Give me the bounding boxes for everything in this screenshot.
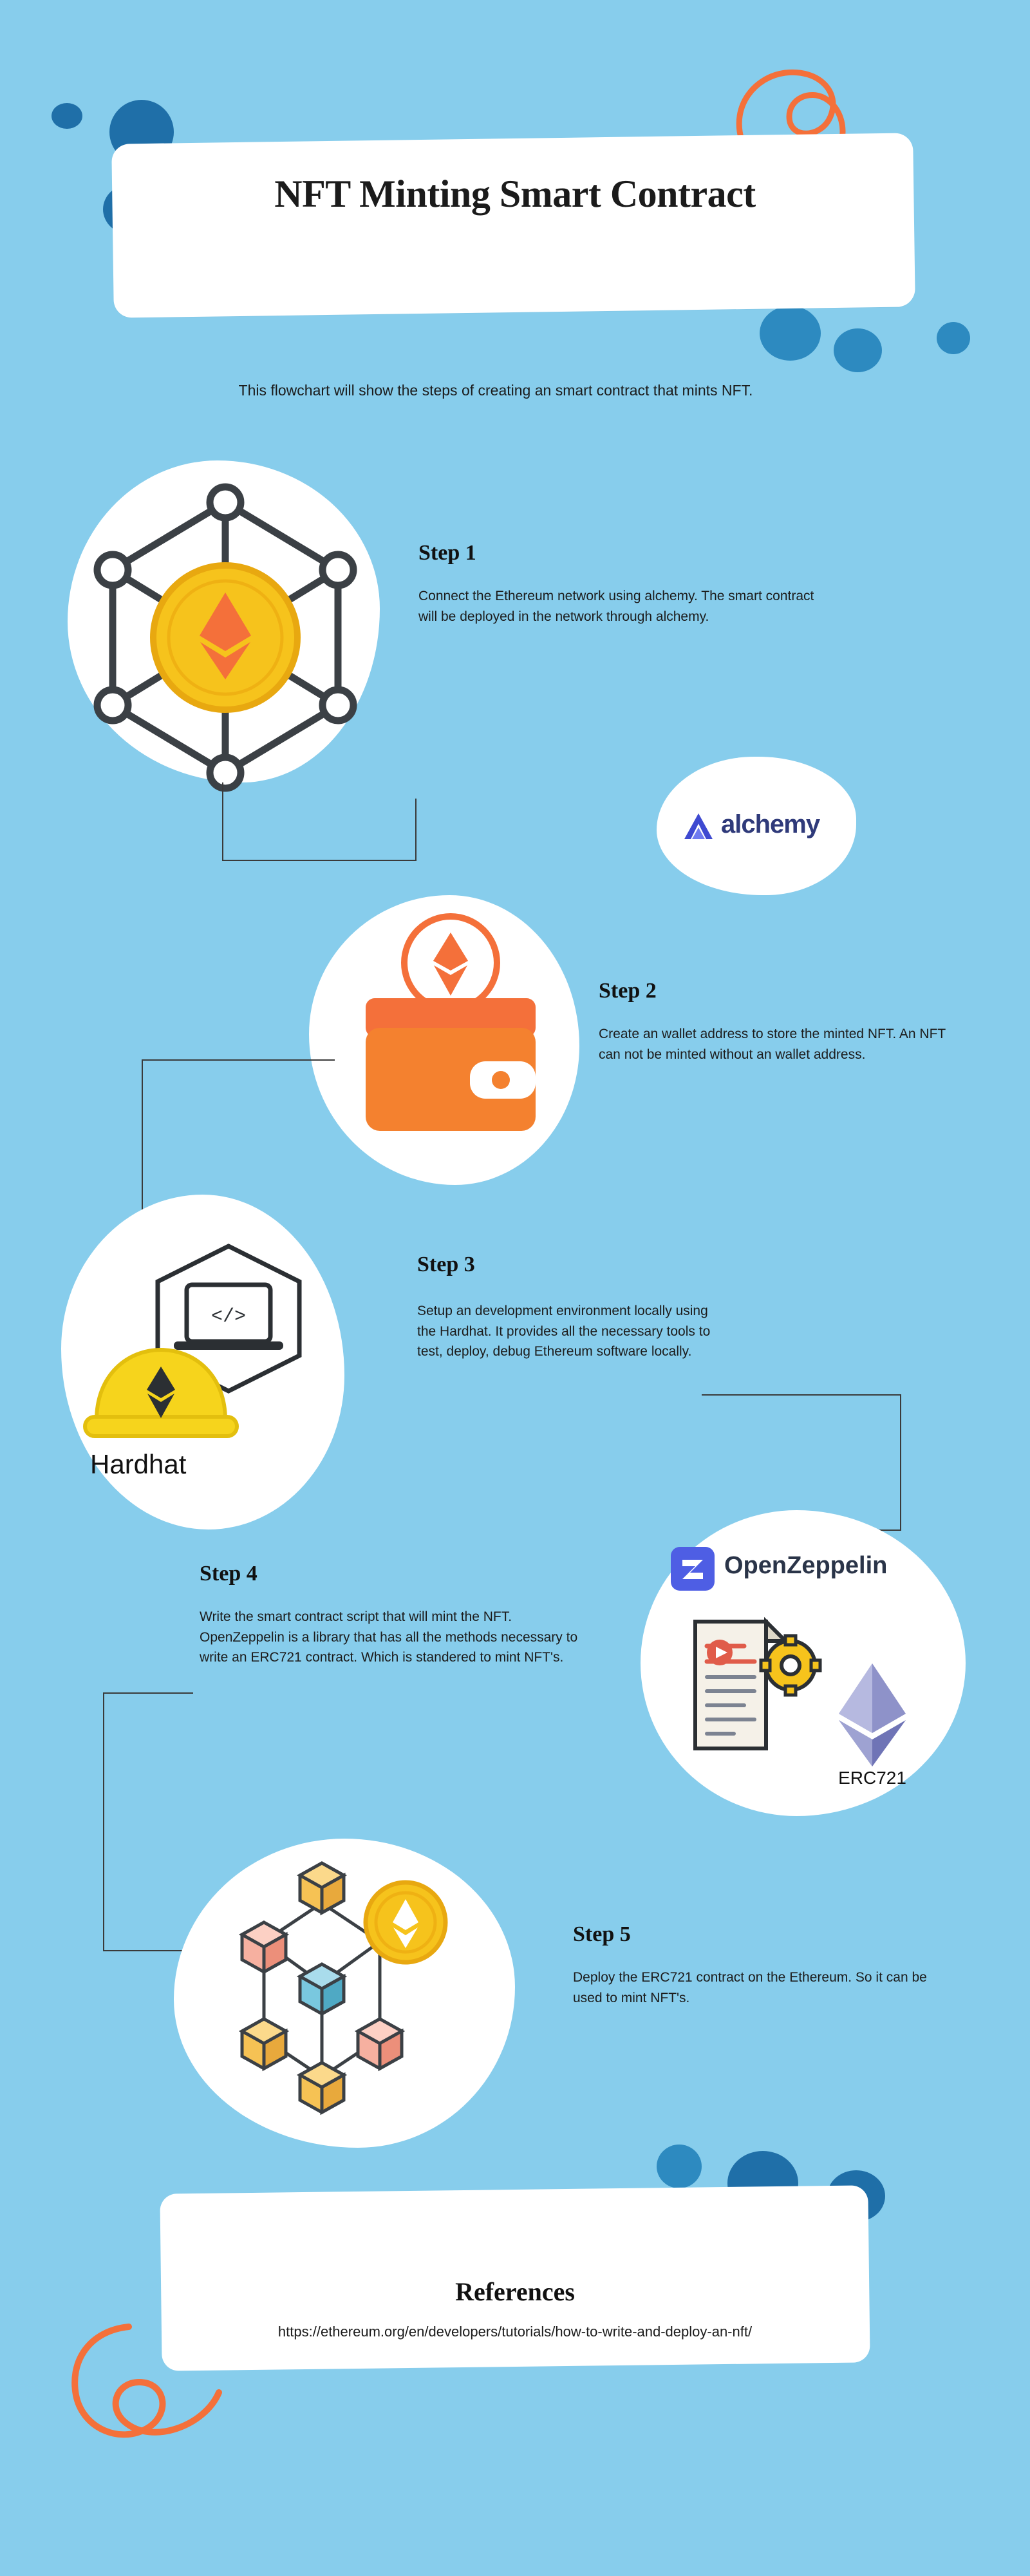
connector-step2-step3 [142, 1059, 335, 1061]
ethereum-diamond-icon [827, 1658, 917, 1771]
decorative-blob [657, 2145, 702, 2188]
step-2-heading: Step 2 [599, 979, 657, 1003]
erc721-token-label: ERC721 [838, 1768, 906, 1788]
connector-step4-step5 [103, 1692, 193, 1694]
references-heading: References [455, 2277, 575, 2306]
connector-step1-step2 [415, 799, 417, 861]
openzeppelin-logo-icon [670, 1546, 716, 1592]
step-4-body: Write the smart contract script that will mint the NFT. OpenZeppelin is a library that has all the methods necessary to write an ERC721 contract. Which is standered to mint NFT's. [200, 1609, 578, 1665]
alchemy-logo-icon [679, 808, 718, 847]
svg-text:</>: </> [211, 1306, 247, 1328]
title-card [111, 133, 915, 317]
wallet-with-ethereum-coin-icon [335, 902, 566, 1172]
references-link[interactable]: https://ethereum.org/en/developers/tutorials/how-to-write-and-deploy-an-nft/ [277, 2324, 753, 2340]
ethereum-network-hexagon-icon [68, 467, 383, 789]
decorative-blob [834, 328, 882, 372]
connector-step1-step2 [222, 860, 415, 861]
step-1-body: Connect the Ethereum network using alchemy. The smart contract will be deployed in the network through alchemy. [418, 589, 814, 624]
step-5-body: Deploy the ERC721 contract on the Ethereum. So it can be used to mint NFT's. [573, 1970, 927, 2005]
hardhat-logo-label: Hardhat [90, 1449, 187, 1479]
connector-step3-step4 [702, 1394, 901, 1396]
page-subtitle: This flowchart will show the steps of creating an smart contract that mints NFT. [238, 382, 753, 399]
contract-script-gear-icon [682, 1610, 818, 1771]
step-2-body: Create an wallet address to store the minted NFT. An NFT can not be minted without an wallet address. [599, 1027, 946, 1062]
blockchain-cubes-coin-icon [193, 1845, 515, 2148]
decorative-squiggle-icon [58, 2315, 245, 2508]
step-5-heading: Step 5 [573, 1922, 631, 1946]
connector-step3-step4 [900, 1394, 901, 1530]
step-4-heading: Step 4 [200, 1562, 258, 1586]
openzeppelin-logo-label: OpenZeppelin [724, 1552, 888, 1579]
decorative-blob [937, 322, 970, 354]
decorative-blob [760, 306, 821, 361]
step-1-heading: Step 1 [418, 541, 476, 565]
connector-step4-step5 [103, 1692, 104, 1950]
decorative-blob [52, 103, 82, 129]
step-3-heading: Step 3 [417, 1253, 475, 1276]
page-title: NFT Minting Smart Contract [274, 173, 756, 215]
connector-step1-step2 [222, 782, 223, 860]
alchemy-logo-label: alchemy [721, 810, 820, 838]
step-3-body: Setup an development environment locally using the Hardhat. It provides all the necessary tools to test, deploy, debug Ethereum software locally. [417, 1303, 711, 1359]
